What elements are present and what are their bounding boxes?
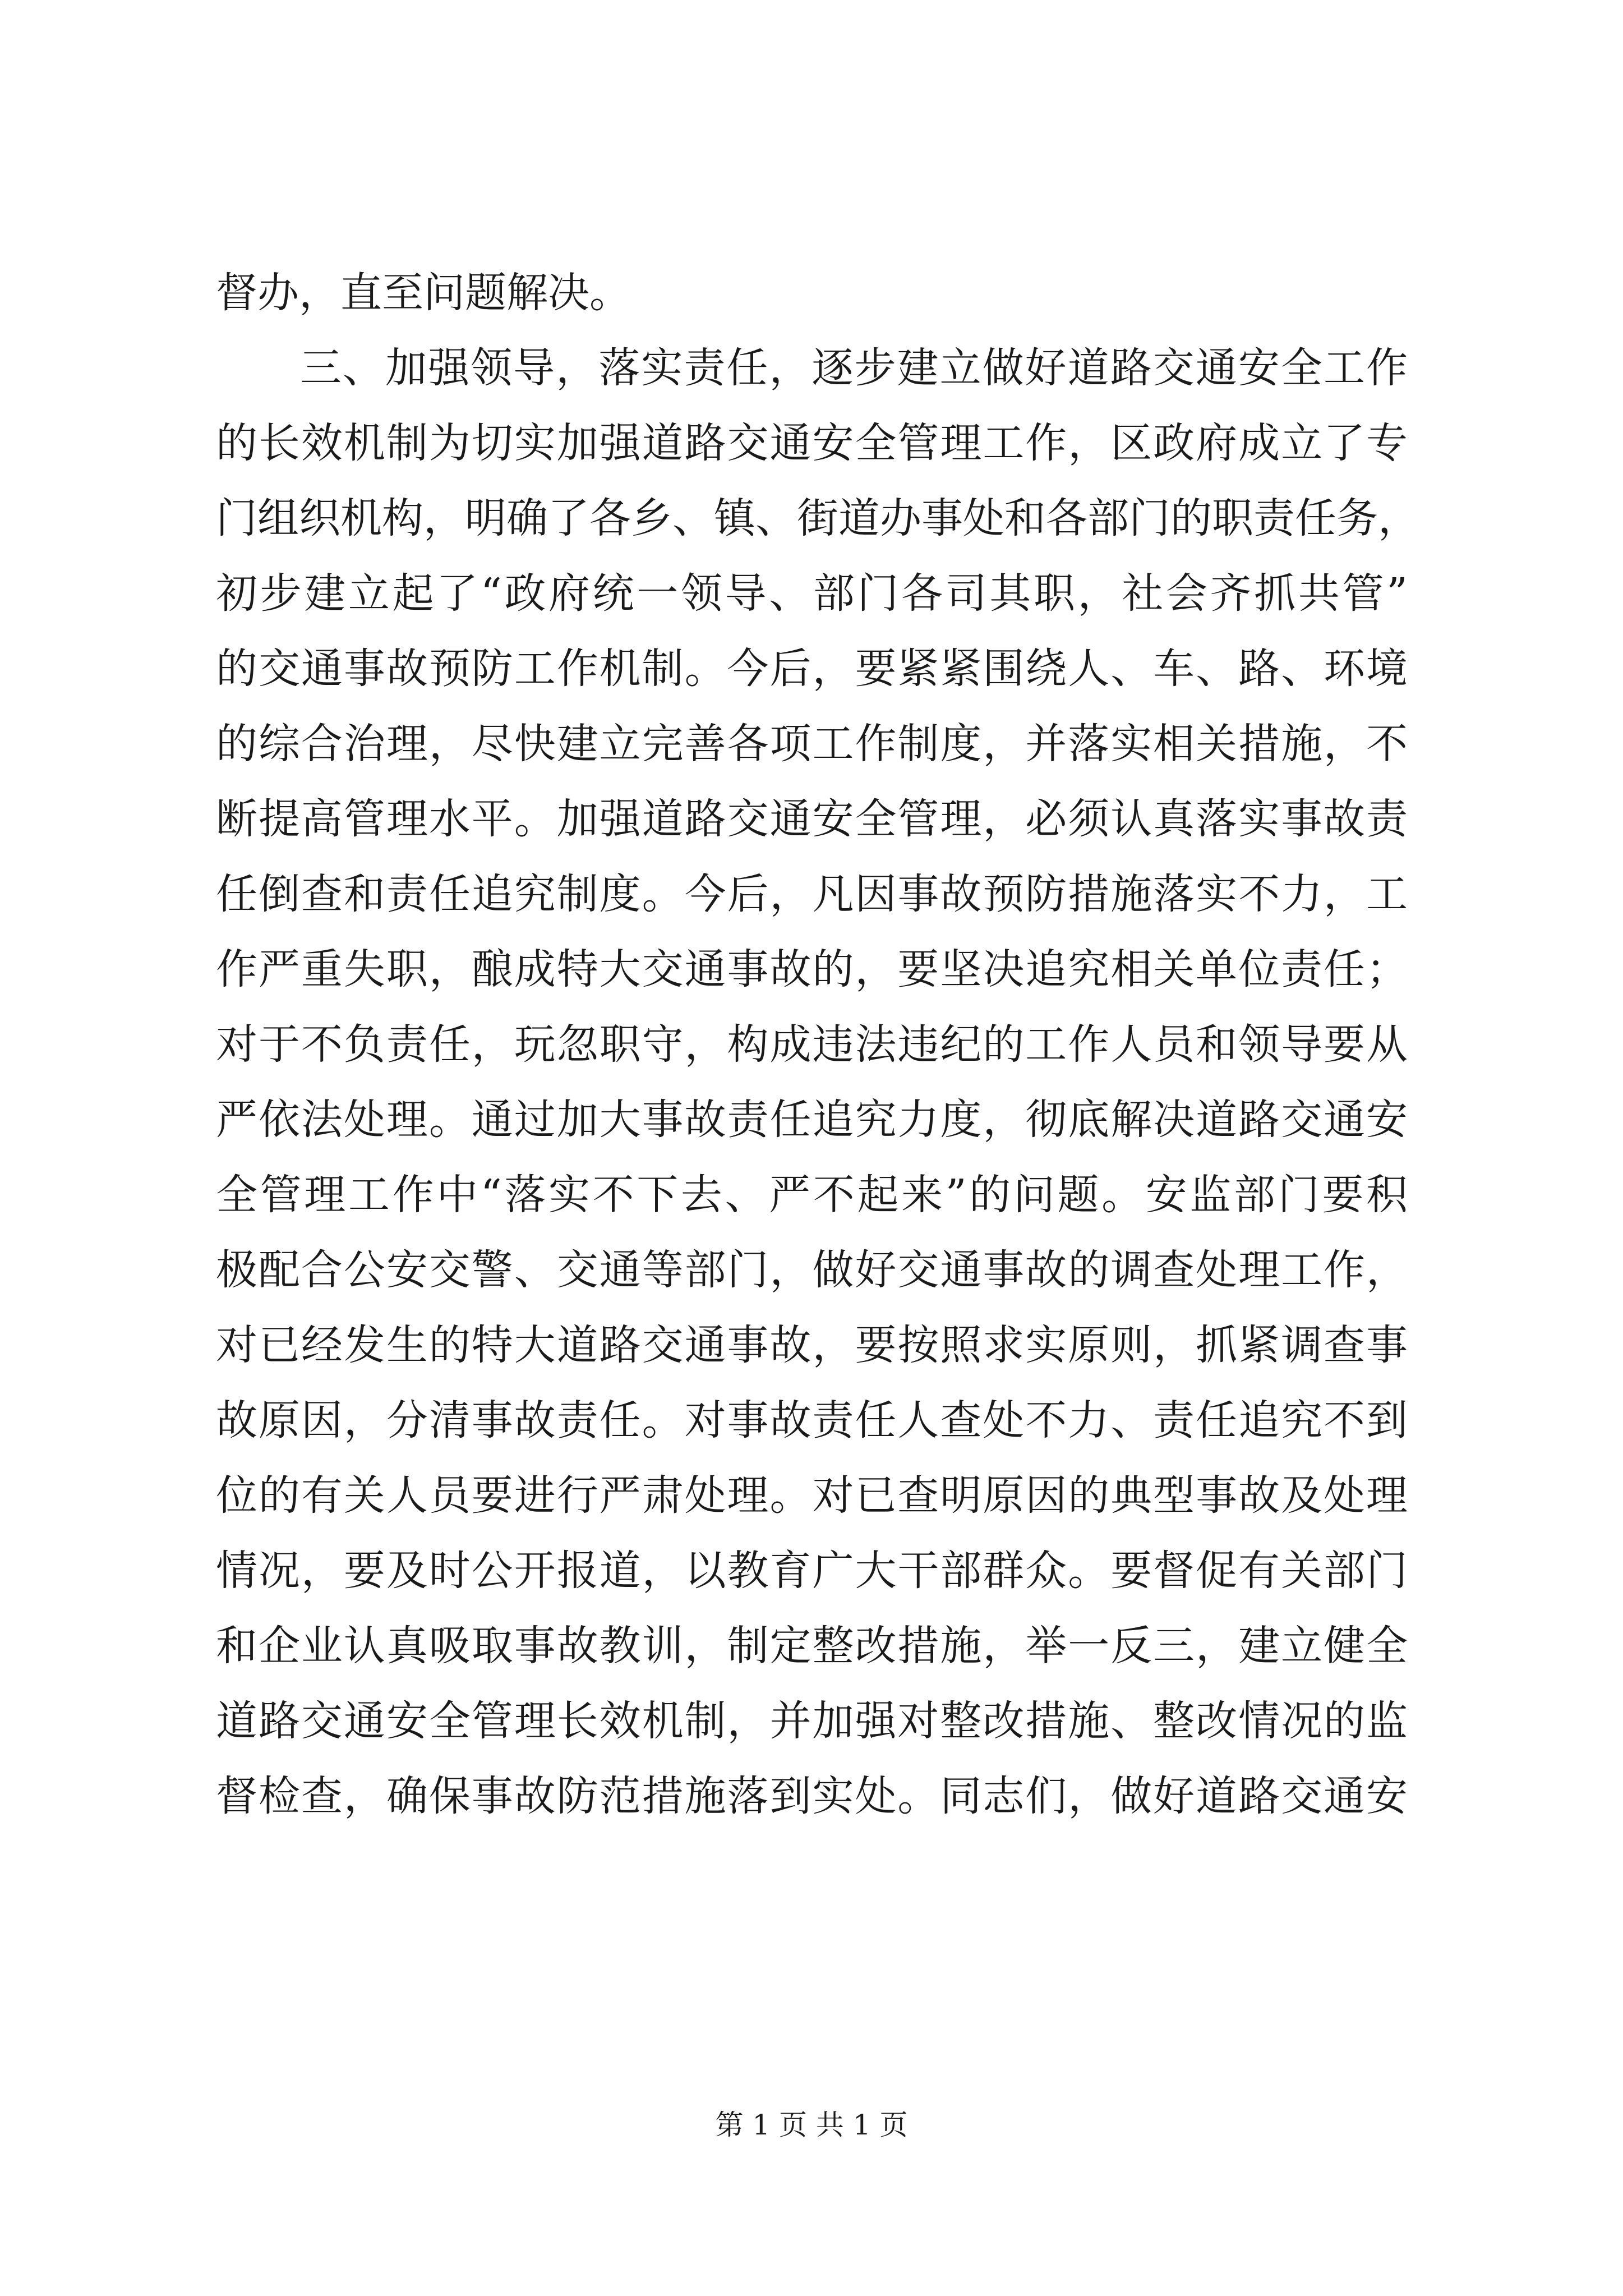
text-line: 的交通事故预防工作机制。今后，要紧紧围绕人、车、路、环境	[216, 645, 1408, 693]
text-line: 情况，要及时公开报道，以教育广大干部群众。要督促有关部门	[216, 1547, 1408, 1595]
text-line: 门组织机构，明确了各乡、镇、街道办事处和各部门的职责任务，	[216, 494, 1419, 542]
text-line: 极配合公安交警、交通等部门，做好交通事故的调查处理工作，	[216, 1246, 1408, 1294]
page-footer	[0, 2102, 1623, 2147]
text-line: 道路交通安全管理长效机制，并加强对整改措施、整改情况的监	[216, 1697, 1408, 1745]
page-number: 第 1 页 共 1 页	[715, 2109, 908, 2141]
text-line: 对于不负责任，玩忽职守，构成违法违纪的工作人员和领导要从	[216, 1020, 1408, 1069]
text-line: 督办，直至问题解决。	[216, 269, 631, 317]
document-body	[216, 255, 1419, 1834]
text-line: 的综合治理，尽快建立完善各项工作制度，并落实相关措施，不	[216, 720, 1408, 768]
text-line: 位的有关人员要进行严肃处理。对已查明原因的典型事故及处理	[216, 1471, 1408, 1520]
text-line: 全管理工作中“落实不下去、严不起来”的问题。安监部门要积	[216, 1171, 1408, 1219]
text-line: 初步建立起了“政府统一领导、部门各司其职，社会齐抓共管”	[216, 569, 1408, 618]
text-line: 督检查，确保事故防范措施落到实处。同志们，做好道路交通安	[216, 1772, 1408, 1820]
text-line: 的长效机制为切实加强道路交通安全管理工作，区政府成立了专	[216, 419, 1408, 467]
text-line: 任倒查和责任追究制度。今后，凡因事故预防措施落实不力，工	[216, 870, 1408, 918]
text-line: 对已经发生的特大道路交通事故，要按照求实原则，抓紧调查事	[216, 1321, 1408, 1369]
text-line: 严依法处理。通过加大事故责任追究力度，彻底解决道路交通安	[216, 1096, 1408, 1144]
text-line: 作严重失职，酿成特大交通事故的，要坚决追究相关单位责任；	[216, 945, 1408, 993]
text-line: 三、加强领导，落实责任，逐步建立做好道路交通安全工作	[300, 344, 1408, 392]
text-line: 和企业认真吸取事故教训，制定整改措施，举一反三，建立健全	[216, 1622, 1408, 1670]
text-line: 断提高管理水平。加强道路交通安全管理，必须认真落实事故责	[216, 795, 1408, 843]
text-line: 故原因，分清事故责任。对事故责任人查处不力、责任追究不到	[216, 1396, 1408, 1444]
